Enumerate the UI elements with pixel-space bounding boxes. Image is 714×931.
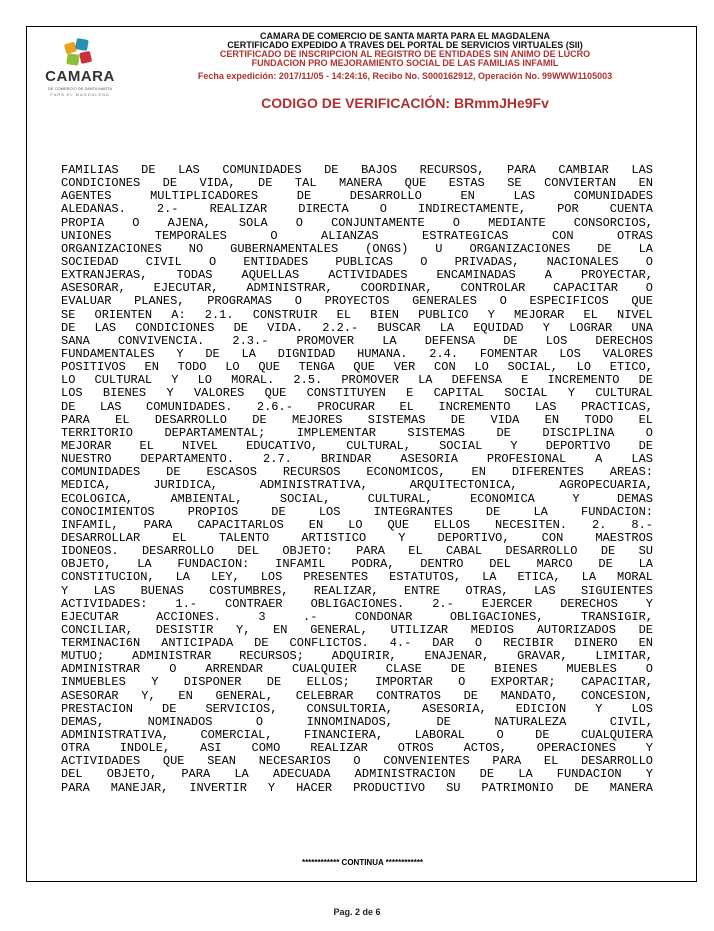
body-line: AGENTES MULTIPLICADORES DE DESARROLLO EN LAS COMUNIDADES [61,190,653,204]
body-line: CONDICIONES DE VIDA, DE TAL MANERA QUE ESTAS SE CONVIERTAN EN [61,177,653,191]
body-line: TERMINACI6N ANTICIPADA DE CONFLICTOS. 4.- DAR O RECIBIR DINERO EN [61,637,653,651]
certificate-frame [26,26,697,882]
body-line: ACTIVIDADES: 1.- CONTRAER OBLIGACIONES. 2.- EJERCER DERECHOS Y [61,597,653,611]
body-line: ADMINISTRAR O ARRENDAR CUALQUIER CLASE DE BIENES MUEBLES O [61,663,653,677]
body-line: EXTRANJERAS, TODAS AQUELLAS ACTIVIDADES ENCAMINADAS A PROYECTAR, [61,269,653,283]
body-line: DE LAS COMUNIDADES. 2.6.- PROCURAR EL INCREMENTO LAS PRACTICAS, [61,400,653,414]
body-line: NUESTRO DEPARTAMENTO. 2.7. BRINDAR ASESORIA PROFESIONAL A LAS [61,453,653,467]
header-issue-details: Fecha expedición: 2017/11/05 - 14:24:16, Recibo No. S000162912, Operación No. 99WWW1105003 [197,71,613,81]
body-line: POSITIVOS EN TODO LO QUE TENGA QUE VER CON LO SOCIAL, LO ETICO, [61,361,653,375]
body-line: COMUNIDADES DE ESCASOS RECURSOS ECONOMICOS, EN DIFERENTES AREAS: [61,466,653,480]
logo-subtitle: DE COMERCIO DE SANTA MARTA [47,86,112,91]
camara-logo [45,35,115,107]
body-line: MEDICA, JURIDICA, ADMINISTRATIVA, ARQUITECTONICA, AGROPECUARIA, [61,479,653,493]
body-line: EVALUAR PLANES, PROGRAMAS O PROYECTOS GENERALES O ESPECIFICOS QUE [61,295,653,309]
body-line: LOS BIENES Y VALORES QUE CONSTITUYEN E CAPITAL SOCIAL Y CULTURAL [61,387,653,401]
body-line: LO CULTURAL Y LO MORAL. 2.5. PROMOVER LA DEFENSA E INCREMENTO DE [61,374,653,388]
body-line: ACTIVIDADES QUE SEAN NECESARIOS O CONVENIENTES PARA EL DESARROLLO [61,755,653,769]
header-certificate-type: CERTIFICADO DE INSCRIPCION AL REGISTRO DE ENTIDADES SIN ANIMO DE LUCRO [219,49,591,59]
body-line: PROPIA O AJENA, SOLA O CONJUNTAMENTE O MEDIANTE CONSORCIOS, [61,216,653,230]
body-line: SANA CONVIVENCIA. 2.3.- PROMOVER LA DEFENSA DE LOS DERECHOS [61,334,653,348]
verification-code: CODIGO DE VERIFICACIÓN: BRmmJHe9Fv [261,95,549,111]
body-line: CONCILIAR, DESISTIR Y, EN GENERAL, UTILIZAR MEDIOS AUTORIZADOS DE [61,623,653,637]
body-line: ECOLOGICA, AMBIENTAL, SOCIAL, CULTURAL, ECONOMICA Y DEMAS [61,492,653,506]
body-line: SE ORIENTEN A: 2.1. CONSTRUIR EL BIEN PUBLICO Y MEJORAR EL NIVEL [61,308,653,322]
body-line: CONOCIMIENTOS PROPIOS DE LOS INTEGRANTES DE LA FUNDACION: [61,505,653,519]
body-line: CONSTITUCION, LA LEY, LOS PRESENTES ESTATUTOS, LA ETICA, LA MORAL [61,571,653,585]
body-line: OBJETO, LA FUNDACION: INFAMIL PODRA, DENTRO DEL MARCO DE LA [61,558,653,572]
header-portal-line: CERTIFICADO EXPEDIDO A TRAVES DEL PORTAL DE SERVICIOS VIRTUALES (SII) [227,40,583,50]
body-line: ADMINISTRATIVA, COMERCIAL, FINANCIERA, LABORAL O DE CUALQUIERA [61,729,653,743]
body-line: UNIONES TEMPORALES O ALIANZAS ESTRATEGICAS CON OTRAS [61,229,653,243]
body-line: TERRITORIO DEPARTAMENTAL; IMPLEMENTAR SISTEMAS DE DISCIPLINA O [61,426,653,440]
body-line: PARA MANEJAR, INVERTIR Y HACER PRODUCTIVO SU PATRIMONIO DE MANERA [61,781,653,795]
certificate-body-text [61,164,653,795]
body-line: Y LAS BUENAS COSTUMBRES, REALIZAR, ENTRE OTRAS, LAS SIGUIENTES [61,584,653,598]
body-line: FUNDAMENTALES Y DE LA DIGNIDAD HUMANA. 2.4. FOMENTAR LOS VALORES [61,347,653,361]
body-line: INMUEBLES Y DISPONER DE ELLOS; IMPORTAR O EXPORTAR; CAPACITAR, [61,676,653,690]
body-line: INFAMIL, PARA CAPACITARLOS EN LO QUE ELLOS NECESITEN. 2. 8.- [61,518,653,532]
body-line: OTRA INDOLE, ASI COMO REALIZAR OTROS ACTOS, OPERACIONES Y [61,742,653,756]
body-line: ASESORAR, EJECUTAR, ADMINISTRAR, COORDINAR, CONTROLAR CAPACITAR O [61,282,653,296]
body-line: ALEDAÑAS. 2.- REALIZAR DIRECTA O INDIRECTAMENTE, POR CUENTA [61,203,653,217]
continua-marker: ************ CONTINUA ************ [301,858,424,867]
page-number: Pag. 2 de 6 [333,907,381,917]
body-line: PRESTACION DE SERVICIOS, CONSULTORIA, ASESORIA, EDICION Y LOS [61,702,653,716]
body-line: IDONEOS. DESARROLLO DEL OBJETO: PARA EL CABAL DESARROLLO DE SU [61,545,653,559]
header-entity-name: FUNDACION PRO MEJORAMIENTO SOCIAL DE LAS FAMILIAS INFAMIL [251,58,559,68]
body-line: DEMAS, NOMINADOS O INNOMINADOS, DE NATURALEZA CIVIL, [61,715,653,729]
body-line: MEJORAR EL NIVEL EDUCATIVO, CULTURAL, SOCIAL Y DEPORTIVO DE [61,439,653,453]
body-line: MUTUO; ADMINISTRAR RECURSOS; ADQUIRIR, ENAJENAR, GRAVAR, LIMITAR, [61,650,653,664]
body-line: FAMILIAS DE LAS COMUNIDADES DE BAJOS RECURSOS, PARA CAMBIAR LAS [61,164,653,177]
body-line: ASESORAR Y, EN GENERAL, CELEBRAR CONTRATOS DE MANDATO, CONCESION, [61,689,653,703]
body-line: DEL OBJETO, PARA LA ADECUADA ADMINISTRACION DE LA FUNDACION Y [61,768,653,782]
body-line: PARA EL DESARROLLO DE MEJORES SISTEMAS DE VIDA EN TODO EL [61,413,653,427]
logo-subtitle-2: PARA EL MAGDALENA [50,92,110,97]
header-chamber-name: CAMARA DE COMERCIO DE SANTA MARTA PARA EL MAGDALENA [260,31,550,41]
logo-wordmark: CAMARA [45,68,115,85]
body-line: DE LAS CONDICIONES DE VIDA. 2.2.- BUSCAR LA EQUIDAD Y LOGRAR UNA [61,321,653,335]
body-line: SOCIEDAD CIVIL O ENTIDADES PUBLICAS O PRIVADAS, NACIONALES O [61,255,653,269]
camara-logo-mark [45,35,115,69]
body-line: ORGANIZACIONES NO GUBERNAMENTALES (ONGS) U ORGANIZACIONES DE LA [61,242,653,256]
body-line: EJECUTAR ACCIONES. 3 .- CONDONAR OBLIGACIONES, TRANSIGIR, [61,610,653,624]
body-line: DESARROLLAR EL TALENTO ARTISTICO Y DEPORTIVO, CON MAESTROS [61,531,653,545]
